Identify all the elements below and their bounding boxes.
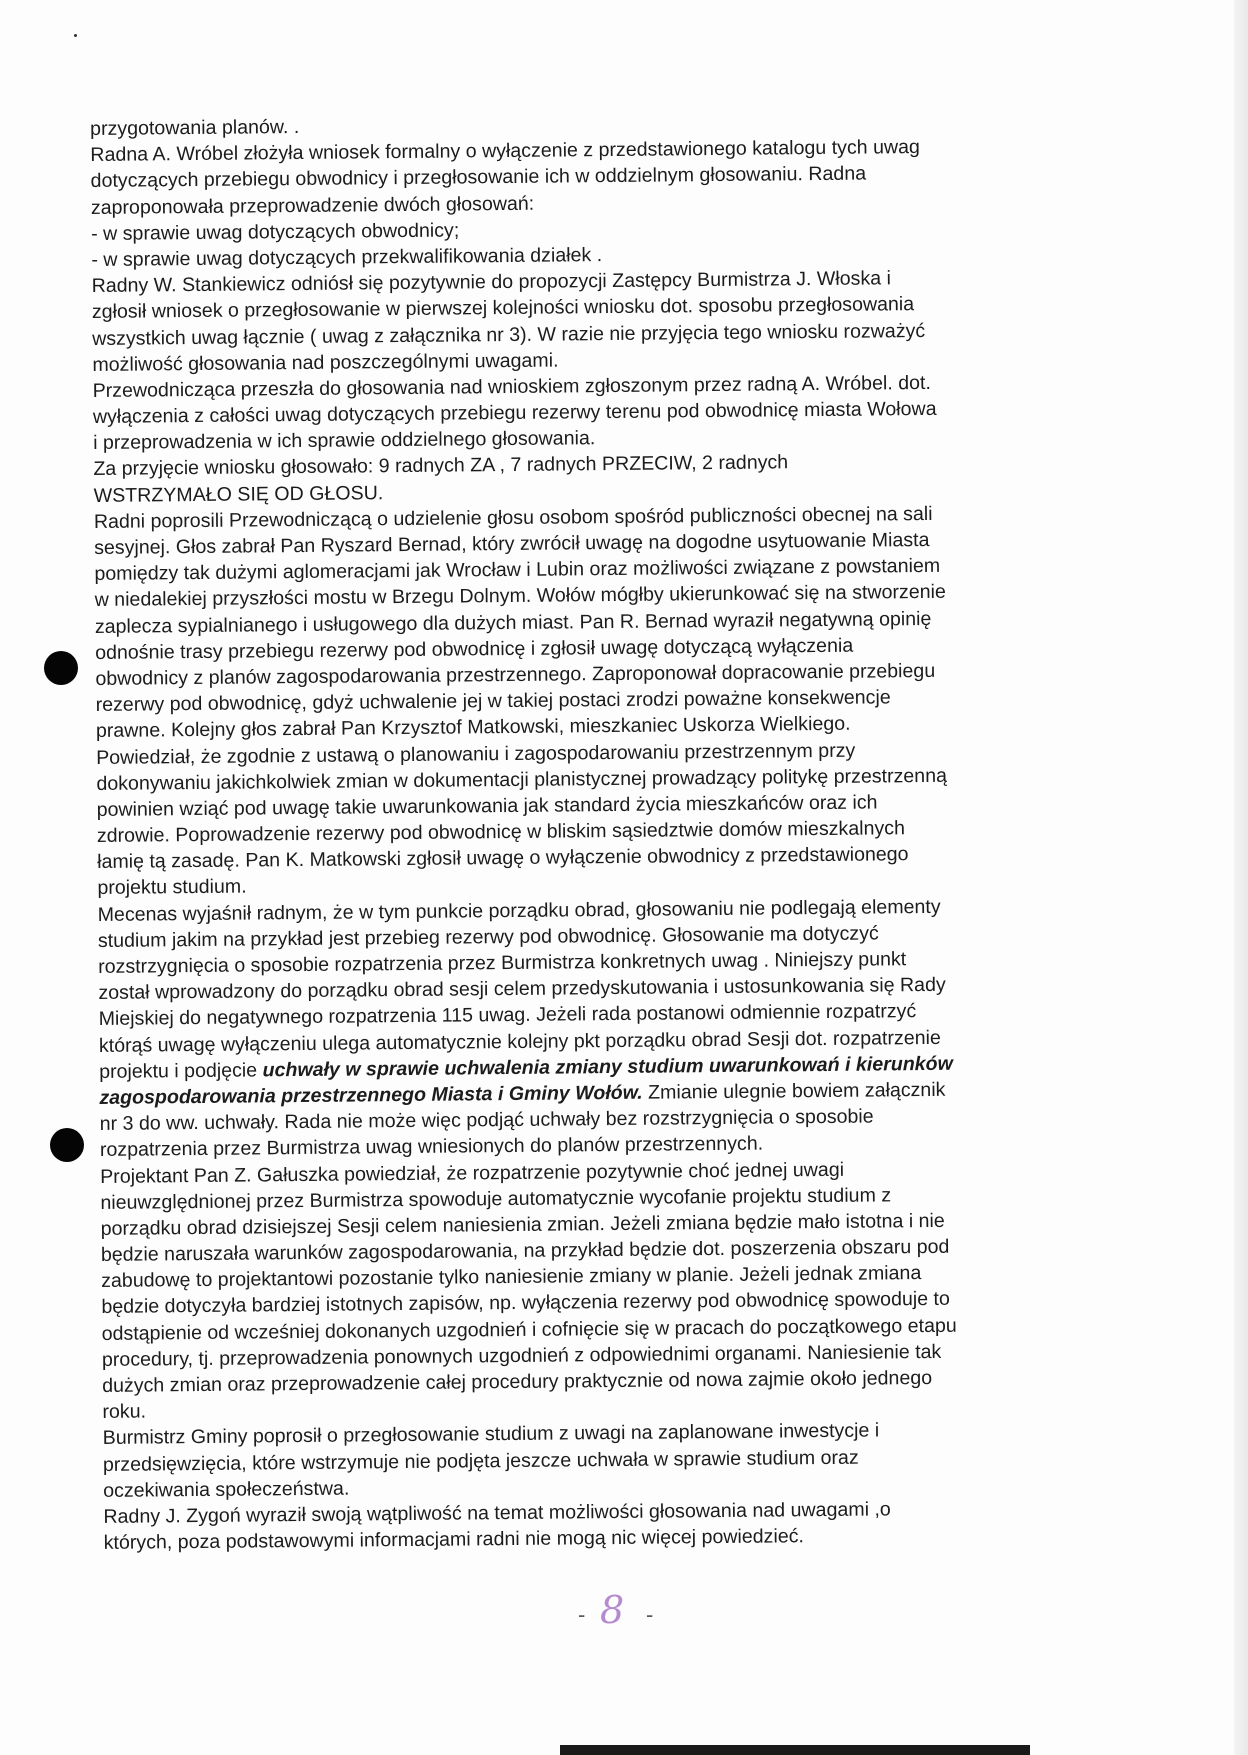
text-line: WSTRZYMAŁO SIĘ OD GŁOSU. (93, 481, 384, 507)
text-line: zaproponowała przeprowadzenie dwóch głosowań: (90, 192, 535, 219)
text-line: dużych zmian oraz przeprowadzenie całej procedury praktycznie od nowa zajmie około jednego (102, 1366, 933, 1397)
text-line: odnośnie trasy przebiegu rezerwy pod obwodnicę i zgłosił uwagę dotyczącą wyłączenia (95, 634, 854, 664)
text-line: Miejskiej do negatywnego rozpatrzenia 115 uwag. Jeżeli rada postanowi odmiennie rozpatrzyć (98, 1000, 917, 1031)
text-line: będzie dotyczyła bardziej istotnych zapisów, np. wyłączenia rezerwy pod obwodnicę spowoduje to (101, 1288, 950, 1319)
text-line: Radna A. Wróbel złożyła wniosek formalny o wyłączenie z przedstawionego katalogu tych uwag (90, 136, 920, 167)
text-line: nieuwzględnionej przez Burmistrza spowoduje automatycznie wycofanie projektu studium z (100, 1184, 892, 1214)
text-line: w niedalekiej przyszłości mostu w Brzegu Dolnym. Wołów mógłby ukierunkować się na stworzenie (94, 581, 946, 612)
text-line: zabudowę to projektantowi pozostanie tylko naniesienie zmiany w planie. Jeżeli jednak zmiana (101, 1262, 922, 1293)
text-line: studium jakim na przykład jest przebieg rezerwy pod obwodnicę. Głosowanie ma dotyczyć (97, 922, 879, 952)
text-line: będzie naruszała warunków zagospodarowania, na przykład będzie dot. poszerzenia obszaru pod (100, 1235, 950, 1267)
text-line: porządku obrad dzisiejszej Sesji celem naniesienia zmian. Jeżeli zmiana będzie mało istotna i nie (100, 1209, 945, 1240)
text-line: którąś uwagę wyłączeniu ulega automatycznie kolejny pkt porządku obrad Sesji dot. rozpatrzenie (98, 1026, 941, 1057)
page-number-handwritten: 8 (600, 1588, 625, 1632)
text-line: wyłączenia z całości uwag dotyczących przebiegu rezerwy terenu pod obwodnicę miasta Wołowa (92, 397, 937, 429)
scan-speck (74, 34, 77, 37)
page-number (570, 1588, 660, 1632)
text-line: Radni poprosili Przewodniczącą o udzielenie głosu osobom spośród publiczności obecnej na sali (93, 502, 933, 533)
text-line: sesyjnej. Głos zabrał Pan Ryszard Bernad, który zwrócił uwagę na dogodne usytuowanie Miasta (94, 528, 930, 559)
text-line: Za przyjęcie wniosku głosowało: 9 radnych ZA , 7 radnych PRZECIW, 2 radnych (93, 451, 789, 481)
text-line: możliwość głosowania nad poszczególnymi uwagami. (92, 349, 559, 376)
text-line: roku. (102, 1400, 147, 1424)
text-line: projektu studium. (97, 875, 247, 900)
text-line: wszystkich uwag łącznie ( uwag z załącznika nr 3). W razie nie przyjęcia tego wniosku rozważyć (92, 319, 926, 350)
text-line: przedsięwzięcia, które wstrzymuje nie podjęta jeszcze uchwała w sprawie studium oraz (102, 1446, 859, 1476)
document-text-body (90, 106, 1104, 1556)
text-fragment: Zmianie ulegnie bowiem załącznik (642, 1078, 946, 1104)
text-line: rozpatrzenia przez Burmistrza uwag wniesionych do planów przestrzennych. (99, 1132, 764, 1162)
text-line: zdrowie. Poprowadzenie rezerwy pod obwodnicę w bliskim sąsiedztwie domów mieszkalnych (96, 817, 906, 848)
text-line: - w sprawie uwag dotyczących obwodnicy; (91, 219, 460, 245)
scan-right-edge (1234, 0, 1248, 1755)
text-line: i przeprowadzenia w ich sprawie oddzielnego głosowania. (93, 427, 596, 455)
text-line: został wprowadzony do porządku obrad sesji celem przedyskutowania i ustosunkowania się Rady (98, 974, 946, 1005)
text-line: powinien wziąć pod uwagę takie uwarunkowania jak standard życia mieszkańców oraz ich (96, 791, 878, 821)
text-line: Projektant Pan Z. Gałuszka powiedział, że rozpatrzenie pozytywnie choć jednej uwagi (100, 1158, 845, 1188)
resolution-title-emphasis: zagospodarowania przestrzennego Miasta i Gminy Wołów. (99, 1081, 643, 1109)
text-line: których, poza podstawowymi informacjami radni nie mogą nic więcej powiedzieć. (103, 1525, 805, 1555)
text-line: procedury, tj. przeprowadzenia ponownych uzgodnień z odpowiednimi organami. Naniesienie tak (101, 1340, 942, 1371)
text-line: łamię tą zasadę. Pan K. Matkowski zgłosił uwagę o wyłączenie obwodnicy z przedstawionego (97, 843, 909, 874)
page-number-dash-left: - (578, 1602, 586, 1627)
text-line: pomiędzy tak dużymi aglomeracjami jak Wrocław i Lubin oraz możliwości związane z powstaniem (94, 555, 941, 586)
text-line: Powiedział, że zgodnie z ustawą o planowaniu i zagospodarowaniu przestrzennym przy (96, 739, 856, 769)
text-line: obwodnicy z planów zagospodarowania przestrzennego. Zaproponował dopracowanie przebiegu (95, 659, 936, 690)
text-line: prawne. Kolejny głos zabrał Pan Krzysztof Matkowski, mieszkaniec Uskorza Wielkiego. (95, 713, 851, 743)
text-line: rozstrzygnięcia o sposobie rozpatrzenia przez Burmistrza konkretnych uwag . Niniejszy punkt (98, 948, 907, 978)
text-line: oczekiwania społeczeństwa. (103, 1477, 350, 1502)
text-line: odstąpienie od wcześniej dokonanych uzgodnień i cofnięcie się w pracach do początkowego etapu (101, 1314, 957, 1345)
text-line: dokonywaniu jakichkolwiek zmian w dokumentacji planistycznej prowadzący politykę przestrzenną (96, 764, 948, 795)
text-line: zaplecza sypialnianego i usługowego dla dużych miast. Pan R. Bernad wyraził negatywną opinię (94, 607, 932, 638)
text-line: rezerwy pod obwodnicę, gdyż uchwalenie jej w takiej postaci zrodzi poważne konsekwencje (95, 686, 891, 717)
resolution-title-emphasis: uchwały w sprawie uchwalenia zmiany studium uwarunkowań i kierunków (262, 1052, 953, 1082)
text-line: - w sprawie uwag dotyczących przekwalifikowania działek . (91, 244, 603, 271)
text-line: zgłosił wniosek o przegłosowanie w pierwszej kolejności wniosku dot. sposobu przegłosowania (91, 293, 915, 324)
text-line: nr 3 do ww. uchwały. Rada nie może więc podjąć uchwały bez rozstrzygnięcia o sposobie (99, 1105, 874, 1136)
punch-hole-top (44, 651, 78, 685)
text-line: Burmistrz Gminy poprosił o przegłosowanie studium z uwagi na zaplanowane inwestycje i (102, 1419, 880, 1450)
text-line: dotyczących przebiegu obwodnicy i przegłosowanie ich w oddzielnym głosowaniu. Radna (90, 162, 867, 193)
text-line: Radny J. Zygoń wyraził swoją wątpliwość na temat możliwości głosowania nad uwagami ,o (103, 1498, 891, 1528)
scan-bottom-edge (560, 1745, 1030, 1755)
text-line: Mecenas wyjaśnił radnym, że w tym punkcie porządku obrad, głosowaniu nie podlegają elementy (97, 895, 941, 926)
text-line: Przewodnicząca przeszła do głosowania nad wnioskiem zgłoszonym przez radną A. Wróbel. dot. (92, 371, 931, 402)
text-line: Radny W. Stankiewicz odniósł się pozytywnie do propozycji Zastępcy Burmistrza J. Włoska i (91, 267, 891, 298)
text-line: przygotowania planów. . (90, 115, 300, 140)
punch-hole-bottom (50, 1128, 84, 1162)
page-number-dash-right: - (646, 1602, 654, 1627)
text-fragment: projektu i podjęcie (99, 1059, 263, 1083)
